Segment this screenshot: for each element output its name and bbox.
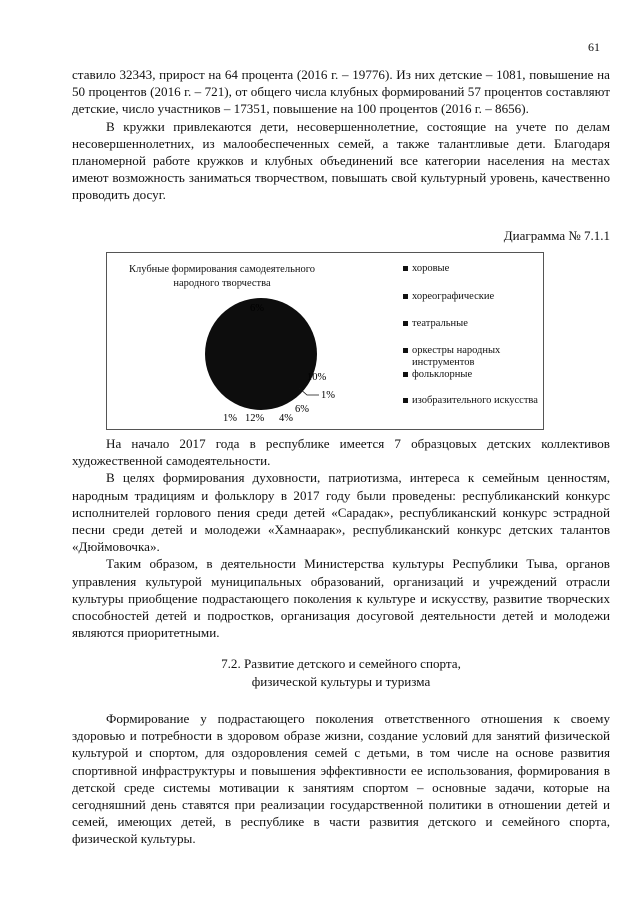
legend-item-folklore (403, 369, 543, 381)
data-label: 12% (245, 413, 265, 424)
intro-text (72, 66, 610, 204)
data-label: 6% (250, 303, 264, 314)
legend-marker (403, 372, 408, 377)
section-heading-line: физической культуры и туризма (251, 674, 431, 689)
legend-label: хореографические (412, 291, 495, 302)
paragraph: В кружки привлекаются дети, несовершеннолетние, состоящие на учете по делам несовершеннолетних, из малообеспеченных семей, а также талантливые дети. Благодаря планомерной работе кружков и клубных объединений все категории населения на местах имеют возможность заниматься творчеством, повышать свой культурный уровень, качественно проводить досуг. (72, 118, 610, 203)
paragraph: На начало 2017 года в республике имеется 7 образцовых детских коллективов художественной самодеятельности. (72, 436, 610, 469)
paragraph: В целях формирования духовности, патриотизма, интереса к семейным ценностям, народным традициям и фольклору в 2017 году были проведены: республиканский конкурс исполнителей горлового пения среди детей «Сарадак», республиканский конкурс эстрадной песни среди детей и молодежи «Хамнаарак», республиканский конкурс детских талантов «Дюймовочка». (72, 470, 610, 555)
chart-legend (403, 263, 543, 407)
data-label: 4% (279, 413, 293, 424)
body-text (72, 435, 610, 641)
legend-item-theatre (403, 318, 543, 330)
paragraph: Формирование у подрастающего поколения ответственного отношения к своему здоровью и потребности в здоровом образе жизни, создание условий для занятий физической культурой и спортом, для оздоровления семей с детьми, в том числе на основе развития спортивной инфраструктуры и повышения эффективности ее использования, формирования в детской среде системы мотивации к занятиям спортом – основные задачи, которые на сегодняшний день ставятся при реализации государственной политики в отношении детей и семей, имеющих детей, в республике в части развития детского и семейного спорта, физической культуры. (72, 711, 610, 847)
data-label: 1% (223, 413, 237, 424)
legend-label: изобразительного искусства (412, 395, 538, 406)
legend-label: хоровые (412, 263, 450, 274)
data-label: 6% (295, 404, 309, 415)
legend-label: оркестры народных инструментов (412, 345, 501, 368)
section-heading (72, 655, 610, 691)
diagram-caption: Диаграмма № 7.1.1 (503, 228, 610, 243)
section-text (72, 710, 610, 848)
legend-marker (403, 321, 408, 326)
legend-label: театральные (412, 318, 468, 329)
legend-marker (403, 348, 408, 353)
paragraph: Таким образом, в деятельности Министерства культуры Республики Тыва, органов управления культурой муниципальных образований, организаций и учреждений отрасли культуры приобщение подрастающего поколения к культуре и искусству, развитие творческих способностей детей и подростков, организация досуговой деятельности детей и молодежи являются приоритетными. (72, 556, 610, 641)
legend-marker (403, 266, 408, 271)
paragraph: ставило 32343, прирост на 64 процента (2016 г. – 19776). Из них детские – 1081, повышение на 50 процентов (2016 г. – 721), от общего числа клубных формирований 57 процентов составляют детские, число участников – 17351, повышение на 100 процентов (2016 г. – 8656). (72, 67, 610, 117)
page-number: 61 (588, 40, 600, 54)
data-label: 10% (307, 372, 327, 383)
legend-item-folk-orchestras (403, 345, 543, 369)
data-label: 1% (321, 390, 335, 401)
chart-title: Клубные формирования самодеятельного народного творчества (128, 264, 316, 289)
legend-item-choral (403, 263, 543, 275)
pie-chart (106, 252, 544, 430)
legend-label: фольклорные (412, 369, 473, 380)
legend-item-fine-arts (403, 395, 543, 407)
section-heading-line: 7.2. Развитие детского и семейного спорта, (221, 656, 461, 671)
legend-marker (403, 294, 408, 299)
legend-marker (403, 398, 408, 403)
legend-item-choreographic (403, 291, 543, 303)
pie-body (205, 298, 317, 410)
